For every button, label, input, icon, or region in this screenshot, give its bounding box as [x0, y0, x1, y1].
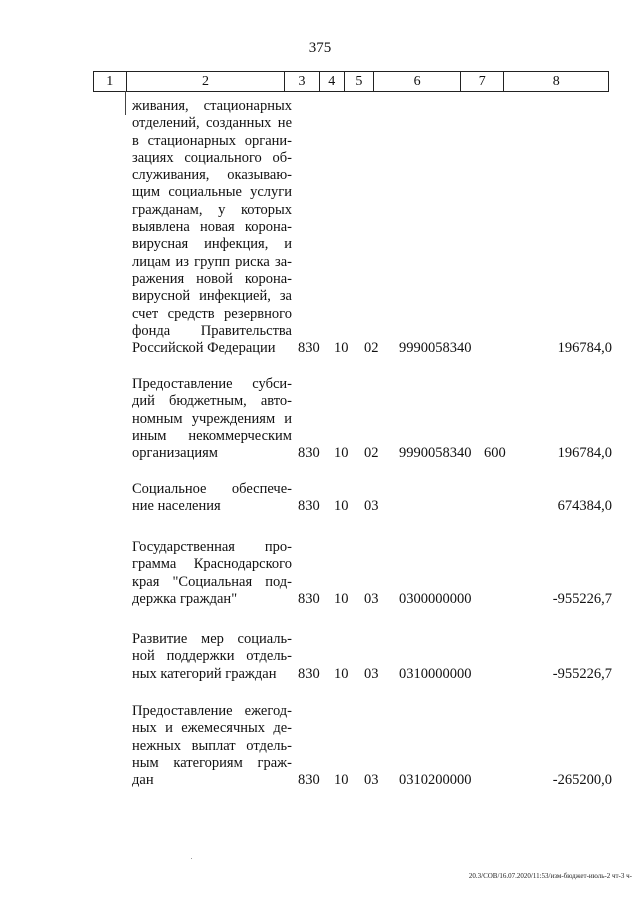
- row-description: [132, 631, 292, 683]
- cell-code-section: 10: [334, 665, 349, 682]
- row-description: [132, 703, 292, 789]
- column-divider: [125, 91, 126, 115]
- cell-code-admin: 830: [298, 665, 320, 682]
- column-header-2: 2: [126, 72, 285, 92]
- cell-amount: 196784,0: [557, 340, 612, 357]
- cell-amount: -265200,0: [552, 772, 612, 789]
- description-line: гражданам, у которых: [132, 201, 292, 218]
- description-line: ных категорий граждан: [132, 665, 277, 682]
- description-line: края "Социальная под-: [132, 573, 292, 590]
- description-line: Социальное обеспече-: [132, 481, 292, 497]
- cell-code-subsection: 03: [364, 772, 379, 789]
- cell-code-target-article: 0300000000: [399, 590, 472, 607]
- cell-code-subsection: 02: [364, 340, 379, 357]
- cell-code-admin: 830: [298, 498, 320, 515]
- description-line: зациях социального об-: [132, 149, 292, 166]
- column-header-table: [93, 71, 609, 92]
- description-line: Государственная про-: [132, 539, 292, 555]
- description-line: Предоставление ежегод-: [132, 703, 292, 719]
- cell-amount: -955226,7: [552, 665, 612, 682]
- footer-reference: 20.3/СОВ/16.07.2020/11:53/изм-бюджет-июль-2 чт-3 ч-: [468, 872, 632, 880]
- column-header-1: 1: [94, 72, 127, 92]
- column-header-6: 6: [374, 72, 461, 92]
- cell-code-section: 10: [334, 772, 349, 789]
- description-line: Предоставление субси-: [132, 376, 292, 392]
- cell-code-subsection: 03: [364, 665, 379, 682]
- cell-code-subsection: 03: [364, 498, 379, 515]
- cell-code-expense-type: 600: [484, 445, 506, 462]
- cell-amount: 674384,0: [557, 498, 612, 515]
- description-line: иным некоммерческим: [132, 427, 292, 444]
- column-header-8: 8: [504, 72, 609, 92]
- description-line: держка граждан": [132, 590, 238, 607]
- cell-code-admin: 830: [298, 340, 320, 357]
- cell-code-subsection: 02: [364, 445, 379, 462]
- cell-code-target-article: 9990058340: [399, 445, 472, 462]
- row-description: [132, 376, 292, 462]
- row-description: [132, 481, 292, 516]
- description-line: служивания, оказываю-: [132, 167, 292, 184]
- cell-code-target-article: 0310000000: [399, 665, 472, 682]
- description-line: фонда Правительства: [132, 322, 292, 339]
- page-number: 375: [308, 40, 332, 56]
- cell-code-section: 10: [334, 340, 349, 357]
- description-line: нежных выплат отдель-: [132, 737, 292, 754]
- row-description: [132, 98, 292, 357]
- description-line: лицам из групп риска за-: [132, 253, 292, 270]
- scan-speck: [191, 858, 192, 859]
- cell-code-section: 10: [334, 445, 349, 462]
- description-line: грамма Краснодарского: [132, 556, 292, 573]
- cell-code-target-article: 9990058340: [399, 340, 472, 357]
- row-description: [132, 539, 292, 608]
- description-line: ной поддержки отдель-: [132, 648, 292, 665]
- description-line: ных и ежемесячных де-: [132, 720, 292, 737]
- description-line: организациям: [132, 445, 218, 462]
- cell-code-section: 10: [334, 498, 349, 515]
- cell-code-target-article: 0310200000: [399, 772, 472, 789]
- description-line: номным учреждениям и: [132, 410, 292, 427]
- cell-code-admin: 830: [298, 590, 320, 607]
- description-line: Развитие мер социаль-: [132, 631, 292, 647]
- description-line: вирусная инфекция, и: [132, 236, 292, 253]
- description-line: отделений, созданных не: [132, 115, 292, 132]
- description-line: ражения новой корона-: [132, 270, 292, 287]
- column-header-3: 3: [285, 72, 320, 92]
- column-header-5: 5: [344, 72, 374, 92]
- description-line: ным категориям граж-: [132, 754, 292, 771]
- cell-amount: -955226,7: [552, 590, 612, 607]
- description-line: дий бюджетным, авто-: [132, 393, 292, 410]
- description-line: дан: [132, 772, 154, 789]
- description-line: щим социальные услуги: [132, 184, 292, 201]
- description-line: ние населения: [132, 498, 221, 515]
- description-line: вирусной инфекцией, за: [132, 288, 292, 305]
- description-line: живания, стационарных: [132, 98, 292, 114]
- description-line: в стационарных органи-: [132, 132, 292, 149]
- column-header-4: 4: [319, 72, 344, 92]
- description-line: выявлена новая корона-: [132, 219, 292, 236]
- column-header-7: 7: [461, 72, 504, 92]
- description-line: счет средств резервного: [132, 305, 292, 322]
- cell-code-admin: 830: [298, 772, 320, 789]
- cell-code-subsection: 03: [364, 590, 379, 607]
- description-line: Российской Федерации: [132, 340, 276, 357]
- cell-code-section: 10: [334, 590, 349, 607]
- cell-amount: 196784,0: [557, 445, 612, 462]
- cell-code-admin: 830: [298, 445, 320, 462]
